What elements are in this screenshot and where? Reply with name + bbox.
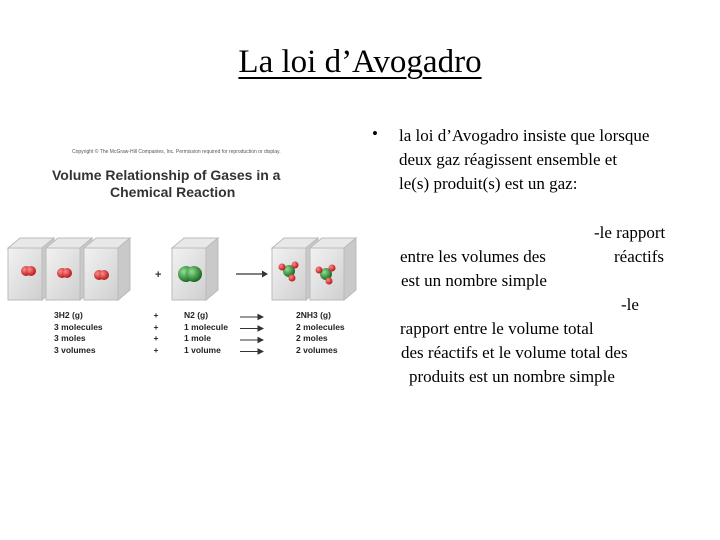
figure-title-line1: Volume Relationship of Gases in a xyxy=(52,167,281,183)
column-row: 1 mole xyxy=(184,333,211,343)
plus-sign: + xyxy=(153,310,159,320)
plus-column xyxy=(152,310,160,356)
text-line-5a: entre les volumes des xyxy=(400,247,546,266)
slide-title: La loi d’Avogadro xyxy=(238,44,482,80)
plus-sign: + xyxy=(153,344,159,355)
column-row: 2 volumes xyxy=(296,344,338,355)
text-line-1: la loi d’Avogadro insiste que lorsque xyxy=(399,126,650,145)
reactant-nitrogen-column xyxy=(184,310,228,356)
figure-copyright: Copyright © The McGraw-Hill Companies, Inc. Permission required for reproduction or display. xyxy=(72,149,281,155)
text-line-10: produits est un nombre simple xyxy=(409,367,615,386)
text-line-3: le(s) produit(s) est un gaz: xyxy=(399,174,578,193)
text-line-7: -le xyxy=(621,295,639,314)
plus-sign: + xyxy=(153,333,159,343)
hydrogen-container-3 xyxy=(84,238,130,300)
text-line-4: -le rapport xyxy=(594,223,666,242)
gas-containers-illustration xyxy=(0,230,360,310)
reaction-arrow xyxy=(236,271,268,278)
column-row: 1 molecule xyxy=(184,321,228,332)
text-line-8: rapport entre le volume total xyxy=(400,319,594,338)
column-row: 2NH3 (g) xyxy=(296,310,331,320)
figure-title xyxy=(52,167,332,201)
text-line-6: est un nombre simple xyxy=(401,271,547,290)
text-line-2: deux gaz réagissent ensemble et xyxy=(399,150,618,169)
gas-reaction-figure xyxy=(0,140,360,370)
product-ammonia-column xyxy=(296,310,345,356)
plus-operator: + xyxy=(155,269,162,281)
column-row: 2 molecules xyxy=(296,321,345,332)
bullet-marker: • xyxy=(372,124,378,143)
text-line-9: des réactifs et le volume total des xyxy=(401,343,628,362)
reactant-hydrogen-column xyxy=(54,310,103,356)
figure-title-line2: Chemical Reaction xyxy=(110,184,236,200)
column-row: 3 moles xyxy=(54,333,86,343)
yield-arrows xyxy=(240,312,264,360)
column-row: 3 volumes xyxy=(54,344,96,355)
ammonia-container-2 xyxy=(310,238,356,300)
column-row: 1 volume xyxy=(184,344,221,355)
text-line-5b: réactifs xyxy=(614,247,665,266)
column-row: 3H2 (g) xyxy=(54,310,83,320)
column-row: 2 moles xyxy=(296,333,328,343)
column-row: 3 molecules xyxy=(54,321,103,332)
plus-sign: + xyxy=(153,321,159,332)
nitrogen-container xyxy=(172,238,218,300)
column-row: N2 (g) xyxy=(184,310,209,320)
